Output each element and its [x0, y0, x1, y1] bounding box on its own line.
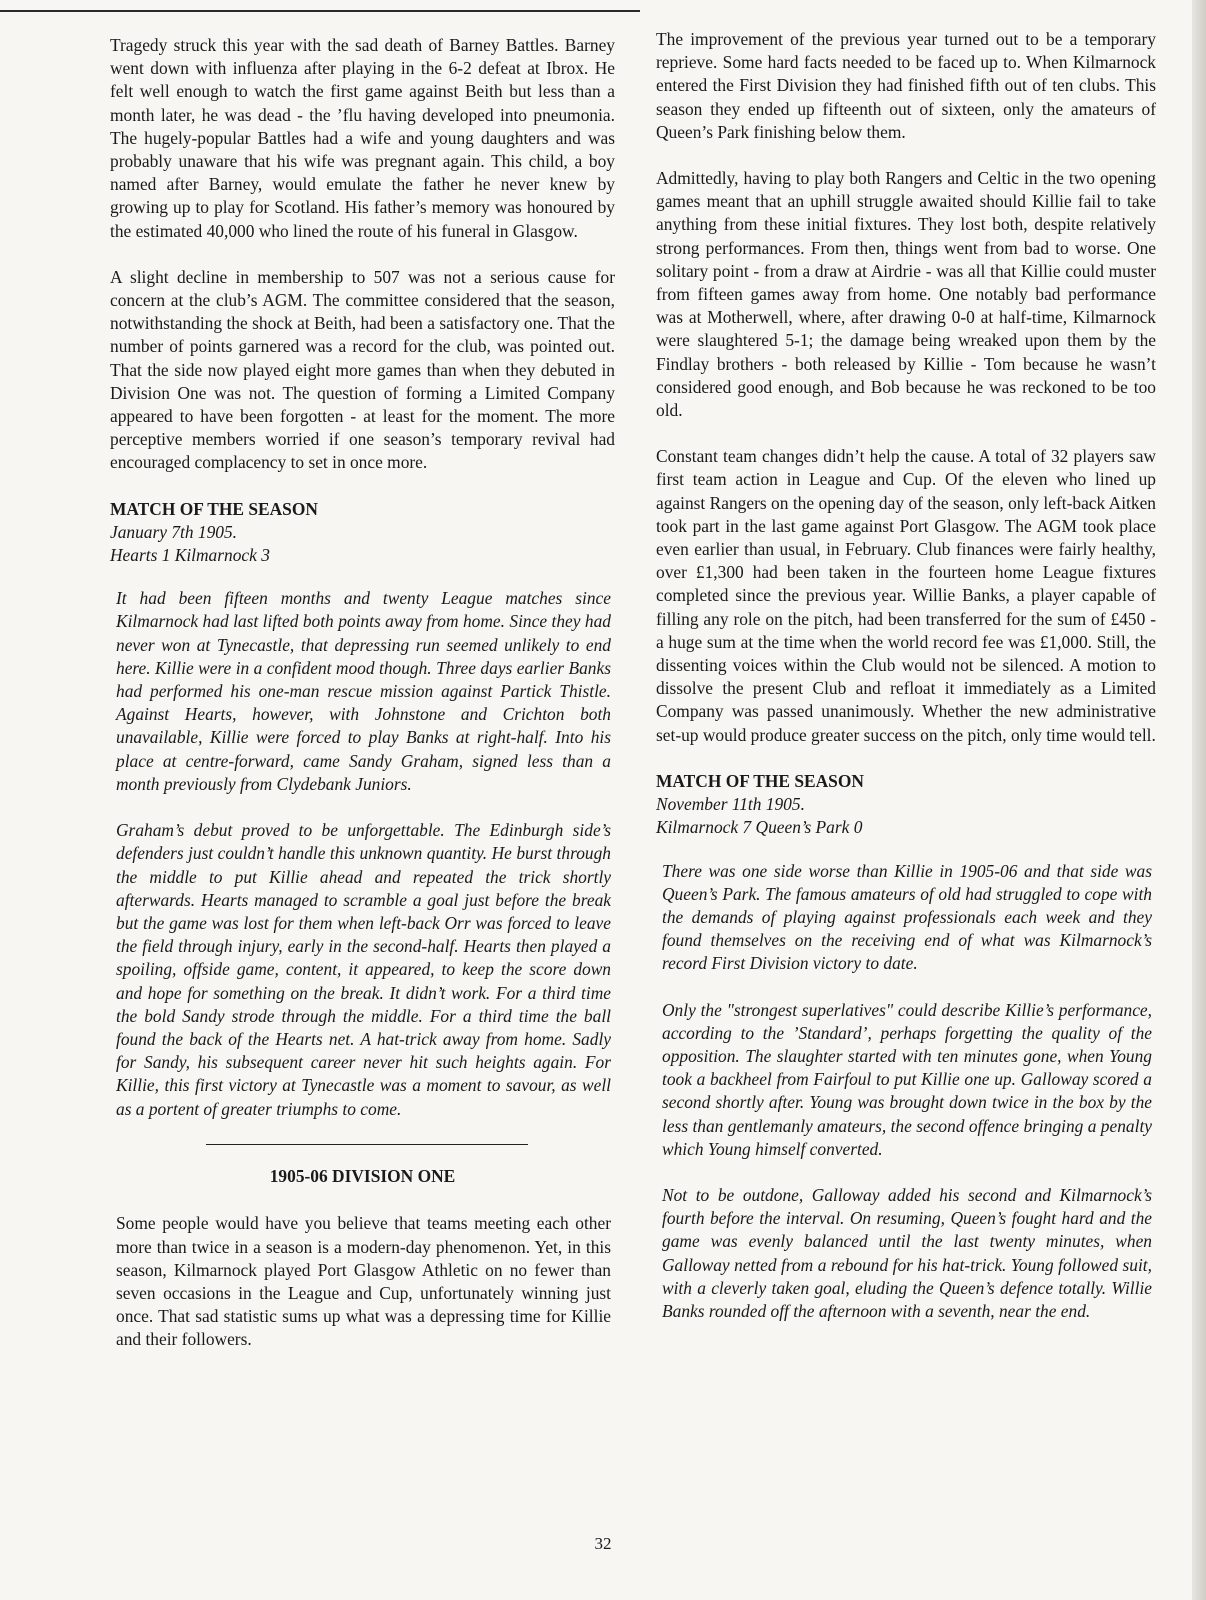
paragraph: The improvement of the previous year turned out to be a temporary reprieve. Some hard facts needed to be faced up to. When Kilmarnock entered the First Division they had finished fifth out of ten clubs. This season they ended up fifteenth out of sixteen, only the amateurs of Queen’s Park finishing below them.: [656, 29, 1156, 142]
match-date: November 11th 1905.: [656, 794, 805, 815]
paragraph: Admittedly, having to play both Rangers and Celtic in the two opening games meant that an uphill struggle awaited should Killie fail to take anything from these initial fixtures. They lost both, despite relatively strong performances. From then, things went from bad to worse. One solitary point - from a draw at Airdrie - was all that Killie could muster from fifteen games away from home. One notably bad performance was at Motherwell, where, after drawing 0-0 at half-time, Kilmarnock were slaughtered 5-1; the damage being wreaked upon them by the Findlay brothers - both released by Killie - Tom because he wasn’t considered good enough, and Bob because he was reckoned to be too old.: [656, 168, 1156, 421]
match-header: [110, 498, 615, 568]
match-report-paragraph: There was one side worse than Killie in 1905-06 and that side was Queen’s Park. The famous amateurs of old had struggled to cope with the demands of playing against professionals each week and they found themselves on the receiving end of what was Kilmarnock’s record First Division victory to date.: [662, 860, 1152, 974]
match-report-paragraph: It had been fifteen months and twenty League matches since Kilmarnock had last lifted both points away from home. Since they had never won at Tynecastle, that depressing run seemed unlikely to end here. Killie were in a confident mood though. Three days earlier Banks had performed his one-man rescue mission against Partick Thistle. Against Hearts, however, with Johnstone and Crichton both unavailable, Killie were forced to play Banks at right-half. Into his place at centre-forward, came Sandy Graham, signed less than a month previously from Clydebank Juniors.: [116, 588, 611, 794]
paragraph: Constant team changes didn’t help the cause. A total of 32 players saw first team action in League and Cup. Of the eleven who lined up against Rangers on the opening day of the season, only left-back Aitken took part in the last game against Port Glasgow. The AGM took place even earlier than usual, in February. Club finances were fairly healthy, over £1,300 had been taken in the fourteen home League fixtures completed since the previous year. Willie Banks, a player capable of filling any role on the pitch, had been transferred for the sum of £450 - a huge sum at the time when the world record fee was £1,000. Still, the dissenting voices within the Club would not be silenced. A motion to dissolve the present Club and refloat it immediately as a Limited Company was passed unanimously. Whether the new administrative set-up would produce greater success on the pitch, only time would tell.: [656, 446, 1156, 745]
match-heading: MATCH OF THE SEASON: [656, 770, 864, 791]
match-score: Kilmarnock 7 Queen’s Park 0: [656, 817, 863, 838]
paragraph: Some people would have you believe that teams meeting each other more than twice in a season is a modern-day phenomenon. Yet, in this season, Kilmarnock played Port Glasgow Athletic on no fewer than seven occasions in the League and Cup, unfortunately winning just once. That sad statistic sums up what was a depressing time for Killie and their followers.: [116, 1213, 611, 1350]
paragraph: Tragedy struck this year with the sad death of Barney Battles. Barney went down with influenza after playing in the 6-2 defeat at Ibrox. He felt well enough to watch the first game against Beith but less than a month later, he was dead - the ’flu having developed into pneumonia. The hugely-popular Battles had a wife and young daughters and was probably unaware that his wife was pregnant again. This child, a boy named after Barney, would emulate the father he never knew by growing up to play for Scotland. His father’s memory was honoured by the estimated 40,000 who lined the route of his funeral in Glasgow.: [110, 35, 615, 241]
paragraph: A slight decline in membership to 507 was not a serious cause for concern at the club’s AGM. The committee considered that the season, notwithstanding the shock at Beith, had been a satisfactory one. That the number of points garnered was a record for the club, was pointed out. That the side now played eight more games than when they debuted in Division One was not. The question of forming a Limited Company appeared to have been forgotten - at least for the moment. The more perceptive members worried if one season’s temporary revival had encouraged complacency to set in once more.: [110, 266, 615, 473]
match-report-paragraph: Only the "strongest superlatives" could describe Killie’s performance, according to the ’Standard’, perhaps forgetting the quality of the opposition. The slaughter started with ten minutes gone, when Young took a backheel from Fairfoul to put Killie one up. Galloway scored a second shortly after. Young was brought down twice in the box by the less than gentlemanly amateurs, the second offence bringing a penalty which Young himself converted.: [662, 999, 1152, 1159]
right-column: [656, 28, 1156, 1346]
match-header: [656, 770, 1156, 840]
match-report-paragraph: Not to be outdone, Galloway added his second and Kilmarnock’s fourth before the interval. On resuming, Queen’s fought hard and the game was evenly balanced until the last twenty minutes, when Galloway netted from a rebound for his hat-trick. Young followed suit, with a cleverly taken goal, eluding the Queen’s defence totally. Willie Banks rounded off the afternoon with a seventh, near the end.: [662, 1184, 1152, 1321]
match-heading: MATCH OF THE SEASON: [110, 498, 318, 519]
page-edge: [1192, 0, 1206, 1600]
section-title: 1905-06 DIVISION ONE: [269, 1166, 456, 1187]
page-number: 32: [594, 1534, 612, 1553]
top-rule: [0, 10, 640, 12]
section-divider: [206, 1144, 528, 1146]
left-column: [110, 34, 615, 1375]
match-report-paragraph: Graham’s debut proved to be unforgettable. The Edinburgh side’s defenders just couldn’t handle this unknown quantity. He burst through the middle to put Killie ahead and repeated the trick shortly afterwards. Hearts managed to scramble a goal just before the break but the game was lost for them when left-back Orr was forced to leave the field through injury, early in the second-half. Hearts then played a spoiling, offside game, content, it appeared, to keep the score down and hope for something on the break. It didn’t work. For a third time the bold Sandy strode through the middle. For a third time the ball found the back of the Hearts net. A hat-trick away from home. Sadly for Sandy, his subsequent career never hit such heights again. For Killie, this first victory at Tynecastle was a moment to savour, as well as a portent of greater triumphs to come.: [116, 820, 611, 1119]
match-date: January 7th 1905.: [110, 521, 238, 542]
match-score: Hearts 1 Kilmarnock 3: [110, 545, 270, 566]
